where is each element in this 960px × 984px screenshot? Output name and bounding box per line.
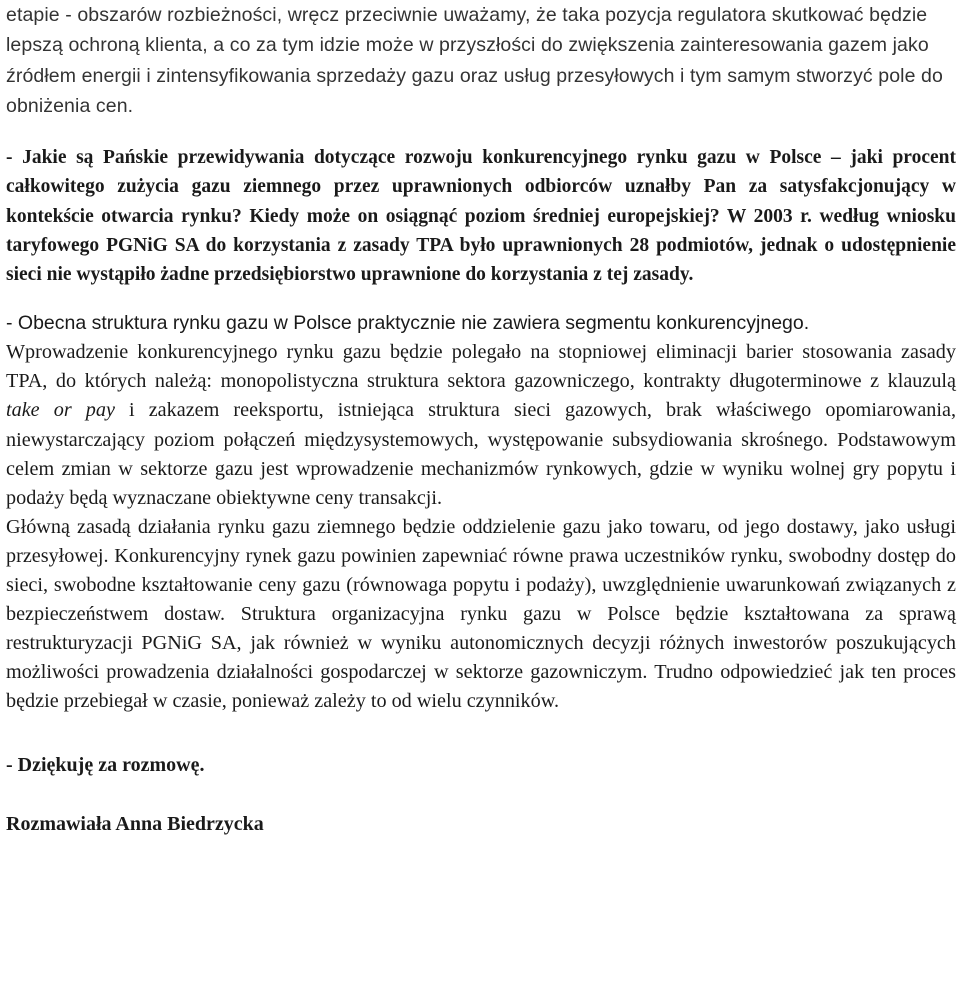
article-page <box>6 0 956 839</box>
answer-paragraph-1 <box>6 338 956 513</box>
interview-question: - Jakie są Pańskie przewidywania dotyczące rozwoju konkurencyjnego rynku gazu w Polsce – jaki procent całkowitego zużycia gazu ziemnego przez uprawnionych odbiorców uznałby Pan za satysfakcjonujący w kontekście otwarcia rynku? Kiedy może on osiągnąć poziom średniej europejskiej? W 2003 r. według wniosku taryfowego PGNiG SA do korzystania z zasady TPA było uprawnionych 28 podmiotów, jednak o udostępnienie sieci nie wystąpiło żadne przedsiębiorstwo uprawnione do korzystania z tej zasady. <box>6 147 956 285</box>
answer-paragraph-1-end: i zakazem reeksportu, istniejąca struktura sieci gazowych, brak właściwego opomiarowania, niewystarczający poziom połączeń międzysystemowych, występowanie subsydiowania skrośnego. Podstawowym celem zmian w sektorze gazu jest wprowadzenie mechanizmów rynkowych, gdzie w wyniku wolnej gry popytu i podaży będą wyznaczane obiektywne ceny transakcji. <box>6 399 956 509</box>
answer-lead-sentence: - Obecna struktura rynku gazu w Polsce praktycznie nie zawiera segmentu konkurencyjnego. <box>6 312 810 335</box>
answer-paragraph-1-start: Wprowadzenie konkurencyjnego rynku gazu będzie polegało na stopniowej eliminacji barier stosowania zasady TPA, do których należą: monopolistyczna struktura sektora gazowniczego, kontrakty długoterminowe z klauzulą <box>6 341 956 393</box>
intro-paragraph: etapie - obszarów rozbieżności, wręcz przeciwnie uważamy, że taka pozycja regulatora skutkować będzie lepszą ochroną klienta, a co za tym idzie może w przyszłości do zwiększenia zainteresowania gazem jako źródłem energii i zintensyfikowania sprzedaży gazu oraz usług przesyłowych i tym samym stworzyć pole do obniżenia cen. <box>6 4 943 117</box>
answer-paragraph-2: Główną zasadą działania rynku gazu ziemnego będzie oddzielenie gazu jako towaru, od jego dostawy, jako usługi przesyłowej. Konkurencyjny rynek gazu powinien zapewniać równe prawa uczestników rynku, swobodny dostęp do sieci, swobodne kształtowanie ceny gazu (równowaga popytu i podaży), uwzględnienie uwarunkowań związanych z bezpieczeństwem dostaw. Struktura organizacyjna rynku gazu w Polsce będzie kształtowana za sprawą restrukturyzacji PGNiG SA, jak również w wyniku autonomicznych decyzji różnych inwestorów poszukujących możliwości prowadzenia działalności gospodarczej w sektorze gazowniczym. Trudno odpowiedzieć jak ten proces będzie przebiegał w czasie, ponieważ zależy to od wielu czynników. <box>6 515 956 713</box>
closing-thanks: - Dziękuję za rozmowę. <box>6 753 205 776</box>
answer-paragraph-1-italic-term: take or pay <box>6 399 115 422</box>
author-signature: Rozmawiała Anna Biedrzycka <box>6 812 264 835</box>
